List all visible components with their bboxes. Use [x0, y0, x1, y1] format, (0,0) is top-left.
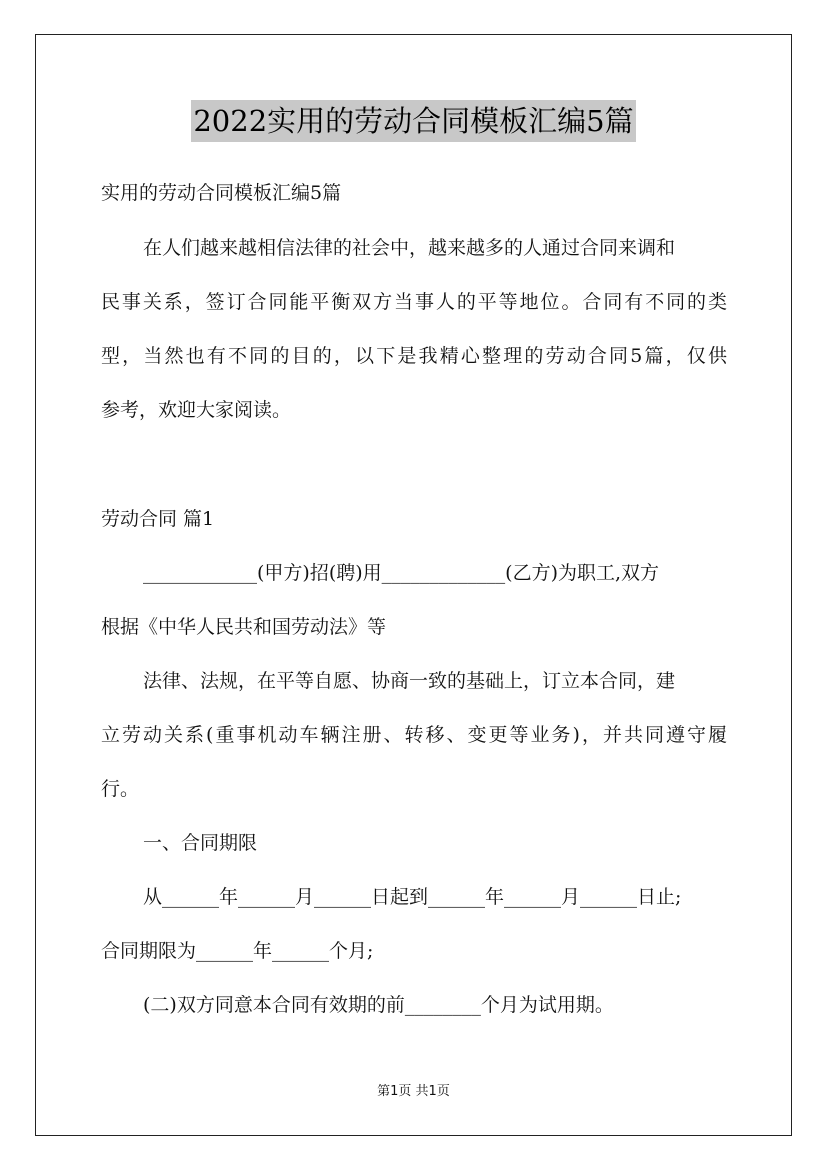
contract-line-3: 法律、法规，在平等自愿、协商一致的基础上，订立本合同，建 [143, 670, 676, 692]
contract-line-5: 行。 [101, 778, 140, 800]
document-title: 2022实用的劳动合同模板汇编5篇 [191, 100, 635, 142]
contract-term-heading: 一、合同期限 [143, 832, 258, 854]
contract-line-4: 立劳动关系(重事机动车辆注册、转移、变更等业务)，并共同遵守履 [101, 724, 727, 746]
section-heading: 劳动合同 篇1 [101, 508, 215, 530]
intro-line-3: 型，当然也有不同的目的，以下是我精心整理的劳动合同5篇，仅供 [101, 345, 727, 367]
contract-line-2: 根据《中华人民共和国劳动法》等 [101, 616, 387, 638]
title-container [0, 100, 827, 142]
intro-line-4: 参考，欢迎大家阅读。 [101, 399, 292, 421]
intro-line-1: 在人们越来越相信法律的社会中，越来越多的人通过合同来调和 [143, 237, 676, 259]
contract-line-9: (二)双方同意本合同有效期的前________个月为试用期。 [143, 994, 614, 1016]
contract-line-1: ____________(甲方)招(聘)用_____________(乙方)为职工,双方 [143, 562, 660, 584]
page-footer: 第1页 共1页 [377, 1084, 450, 1099]
contract-line-8: 合同期限为______年______个月; [101, 940, 374, 962]
subtitle: 实用的劳动合同模板汇编5篇 [101, 182, 342, 204]
intro-line-2: 民事关系，签订合同能平衡双方当事人的平等地位。合同有不同的类 [101, 291, 727, 313]
contract-line-7: 从______年______月______日起到______年______月______日止; [143, 886, 682, 908]
